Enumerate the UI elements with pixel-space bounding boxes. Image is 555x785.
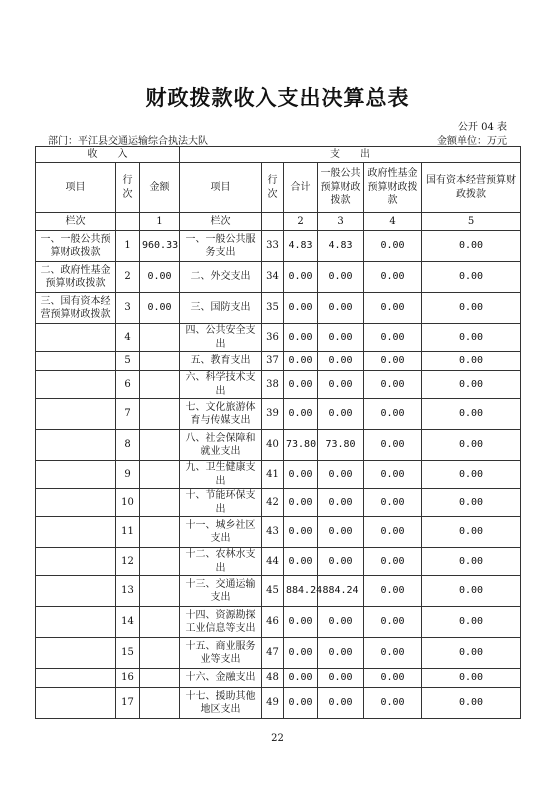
page-title: 财政拨款收入支出决算总表 <box>145 86 410 110</box>
expense-item: 十四、资源勘探工业信息等支出 <box>180 607 262 638</box>
general-budget-amount: 0.00 <box>318 293 364 324</box>
page-number: 22 <box>271 733 284 744</box>
general-budget-amount: 4.83 <box>318 231 364 262</box>
gov-fund-amount: 0.00 <box>364 324 422 352</box>
income-line: 2 <box>116 262 140 293</box>
general-budget-amount: 0.00 <box>318 489 364 517</box>
total-amount: 0.00 <box>284 461 318 489</box>
table-row <box>36 262 521 293</box>
expense-line: 46 <box>262 607 284 638</box>
total-amount: 4.83 <box>284 231 318 262</box>
total-amount: 0.00 <box>284 262 318 293</box>
table-row <box>36 607 521 638</box>
column-index-label: 栏次 <box>36 213 116 231</box>
expense-item: 一、一般公共服务支出 <box>180 231 262 262</box>
expense-item: 八、社会保障和就业支出 <box>180 430 262 461</box>
expense-item: 五、教育支出 <box>180 352 262 371</box>
expense-line: 39 <box>262 399 284 430</box>
income-line-header: 行次 <box>116 163 140 213</box>
total-amount: 0.00 <box>284 399 318 430</box>
general-budget-amount: 0.00 <box>318 688 364 719</box>
gov-fund-amount: 0.00 <box>364 548 422 576</box>
total-amount: 0.00 <box>284 669 318 688</box>
total-header: 合计 <box>284 163 318 213</box>
income-line: 17 <box>116 688 140 719</box>
total-amount: 73.80 <box>284 430 318 461</box>
department-label: 部门：平江县交通运输综合执法大队 <box>48 136 208 147</box>
income-item: 一、一般公共预算财政拨款 <box>36 231 116 262</box>
state-capital-amount: 0.00 <box>422 231 521 262</box>
expense-item: 四、公共安全支出 <box>180 324 262 352</box>
income-line: 4 <box>116 324 140 352</box>
income-amount <box>140 430 180 461</box>
section-header-row <box>36 147 521 163</box>
expense-line: 43 <box>262 517 284 548</box>
expense-line: 40 <box>262 430 284 461</box>
total-amount: 0.00 <box>284 293 318 324</box>
income-amount <box>140 576 180 607</box>
gov-fund-amount: 0.00 <box>364 231 422 262</box>
state-capital-amount: 0.00 <box>422 548 521 576</box>
table-row <box>36 430 521 461</box>
gov-fund-amount: 0.00 <box>364 399 422 430</box>
general-budget-amount: 0.00 <box>318 352 364 371</box>
income-item-header: 项目 <box>36 163 116 213</box>
income-amount <box>140 517 180 548</box>
income-amount: 960.33 <box>140 231 180 262</box>
table-row <box>36 576 521 607</box>
income-line: 8 <box>116 430 140 461</box>
state-capital-amount: 0.00 <box>422 262 521 293</box>
gov-fund-amount: 0.00 <box>364 293 422 324</box>
table-row <box>36 638 521 669</box>
expense-line: 37 <box>262 352 284 371</box>
state-capital-amount: 0.00 <box>422 293 521 324</box>
income-line: 6 <box>116 371 140 399</box>
expense-header: 支 出 <box>180 147 521 163</box>
general-budget-amount: 0.00 <box>318 638 364 669</box>
general-budget-header: 一般公共预算财政拨款 <box>318 163 364 213</box>
state-capital-amount: 0.00 <box>422 371 521 399</box>
income-amount <box>140 489 180 517</box>
income-header: 收 入 <box>36 147 180 163</box>
income-item <box>36 607 116 638</box>
table-row <box>36 669 521 688</box>
state-capital-amount: 0.00 <box>422 489 521 517</box>
expense-line: 48 <box>262 669 284 688</box>
gov-fund-amount: 0.00 <box>364 262 422 293</box>
income-line: 9 <box>116 461 140 489</box>
gov-fund-amount: 0.00 <box>364 669 422 688</box>
income-item: 三、国有资本经营预算财政拨款 <box>36 293 116 324</box>
expense-item: 十、节能环保支出 <box>180 489 262 517</box>
gov-fund-amount: 0.00 <box>364 430 422 461</box>
income-item: 二、政府性基金预算财政拨款 <box>36 262 116 293</box>
income-item <box>36 352 116 371</box>
total-amount: 884.24 <box>284 576 318 607</box>
income-line: 13 <box>116 576 140 607</box>
state-capital-amount: 0.00 <box>422 324 521 352</box>
expense-item: 七、文化旅游体育与传媒支出 <box>180 399 262 430</box>
general-budget-amount: 0.00 <box>318 461 364 489</box>
expense-line: 42 <box>262 489 284 517</box>
table-row <box>36 371 521 399</box>
income-item <box>36 399 116 430</box>
total-amount: 0.00 <box>284 352 318 371</box>
column-index: 1 <box>140 213 180 231</box>
gov-fund-amount: 0.00 <box>364 688 422 719</box>
state-capital-amount: 0.00 <box>422 576 521 607</box>
expense-item: 九、卫生健康支出 <box>180 461 262 489</box>
total-amount: 0.00 <box>284 324 318 352</box>
income-amount <box>140 638 180 669</box>
table-row <box>36 688 521 719</box>
table-row <box>36 489 521 517</box>
general-budget-amount: 0.00 <box>318 607 364 638</box>
expense-item: 十二、农林水支出 <box>180 548 262 576</box>
income-item <box>36 489 116 517</box>
general-budget-amount: 0.00 <box>318 262 364 293</box>
income-amount: 0.00 <box>140 262 180 293</box>
gov-fund-amount: 0.00 <box>364 607 422 638</box>
state-capital-amount: 0.00 <box>422 352 521 371</box>
total-amount: 0.00 <box>284 548 318 576</box>
total-amount: 0.00 <box>284 688 318 719</box>
expense-item: 十六、金融支出 <box>180 669 262 688</box>
income-item <box>36 688 116 719</box>
table-row <box>36 548 521 576</box>
table-row <box>36 352 521 371</box>
income-item <box>36 324 116 352</box>
expense-line-header: 行次 <box>262 163 284 213</box>
income-line: 3 <box>116 293 140 324</box>
table-row <box>36 324 521 352</box>
expense-item-header: 项目 <box>180 163 262 213</box>
expense-item: 六、科学技术支出 <box>180 371 262 399</box>
gov-fund-amount: 0.00 <box>364 576 422 607</box>
table-row <box>36 399 521 430</box>
fiscal-table <box>35 146 521 719</box>
total-amount: 0.00 <box>284 371 318 399</box>
income-amount <box>140 548 180 576</box>
income-line: 14 <box>116 607 140 638</box>
form-number: 公开 04 表 <box>457 122 507 133</box>
state-capital-amount: 0.00 <box>422 430 521 461</box>
table-row <box>36 293 521 324</box>
expense-line: 41 <box>262 461 284 489</box>
general-budget-amount: 0.00 <box>318 517 364 548</box>
state-capital-amount: 0.00 <box>422 638 521 669</box>
total-amount: 0.00 <box>284 489 318 517</box>
income-item <box>36 548 116 576</box>
income-item <box>36 638 116 669</box>
income-line: 1 <box>116 231 140 262</box>
expense-line: 49 <box>262 688 284 719</box>
gov-fund-amount: 0.00 <box>364 489 422 517</box>
expense-line: 47 <box>262 638 284 669</box>
income-item <box>36 517 116 548</box>
gov-fund-amount: 0.00 <box>364 461 422 489</box>
income-amount-header: 金额 <box>140 163 180 213</box>
income-amount <box>140 669 180 688</box>
gov-fund-amount: 0.00 <box>364 638 422 669</box>
expense-item: 十七、援助其他地区支出 <box>180 688 262 719</box>
gov-fund-amount: 0.00 <box>364 352 422 371</box>
income-amount <box>140 607 180 638</box>
expense-item: 十一、城乡社区支出 <box>180 517 262 548</box>
total-amount: 0.00 <box>284 638 318 669</box>
state-capital-amount: 0.00 <box>422 688 521 719</box>
state-capital-amount: 0.00 <box>422 607 521 638</box>
income-amount <box>140 461 180 489</box>
expense-item: 十三、交通运输支出 <box>180 576 262 607</box>
expense-line: 44 <box>262 548 284 576</box>
expense-line: 36 <box>262 324 284 352</box>
column-index: 2 <box>284 213 318 231</box>
general-budget-amount: 0.00 <box>318 371 364 399</box>
expense-item: 十五、商业服务业等支出 <box>180 638 262 669</box>
expense-line: 38 <box>262 371 284 399</box>
table-row <box>36 231 521 262</box>
expense-line: 33 <box>262 231 284 262</box>
income-amount <box>140 324 180 352</box>
column-index: 4 <box>364 213 422 231</box>
column-index-label: 栏次 <box>180 213 262 231</box>
expense-item: 二、外交支出 <box>180 262 262 293</box>
income-line: 12 <box>116 548 140 576</box>
expense-line: 35 <box>262 293 284 324</box>
general-budget-amount: 0.00 <box>318 324 364 352</box>
income-item <box>36 371 116 399</box>
gov-fund-amount: 0.00 <box>364 517 422 548</box>
table-row <box>36 517 521 548</box>
income-item <box>36 576 116 607</box>
income-amount <box>140 399 180 430</box>
state-capital-amount: 0.00 <box>422 517 521 548</box>
income-amount <box>140 688 180 719</box>
state-capital-amount: 0.00 <box>422 669 521 688</box>
general-budget-amount: 0.00 <box>318 669 364 688</box>
state-capital-header: 国有资本经营预算财政拨款 <box>422 163 521 213</box>
income-amount <box>140 371 180 399</box>
income-amount <box>140 352 180 371</box>
income-line: 16 <box>116 669 140 688</box>
column-index: 5 <box>422 213 521 231</box>
total-amount: 0.00 <box>284 607 318 638</box>
income-item <box>36 430 116 461</box>
unit-label: 金额单位：万元 <box>437 136 507 147</box>
income-item <box>36 669 116 688</box>
expense-line: 45 <box>262 576 284 607</box>
income-amount: 0.00 <box>140 293 180 324</box>
income-line: 15 <box>116 638 140 669</box>
income-line: 10 <box>116 489 140 517</box>
table-row <box>36 461 521 489</box>
general-budget-amount: 0.00 <box>318 399 364 430</box>
gov-fund-header: 政府性基金预算财政拨款 <box>364 163 422 213</box>
expense-item: 三、国防支出 <box>180 293 262 324</box>
income-line: 5 <box>116 352 140 371</box>
column-index-row <box>36 213 521 231</box>
state-capital-amount: 0.00 <box>422 461 521 489</box>
income-item <box>36 461 116 489</box>
column-index: 3 <box>318 213 364 231</box>
state-capital-amount: 0.00 <box>422 399 521 430</box>
general-budget-amount: 884.24 <box>318 576 364 607</box>
income-line: 7 <box>116 399 140 430</box>
general-budget-amount: 0.00 <box>318 548 364 576</box>
total-amount: 0.00 <box>284 517 318 548</box>
expense-line: 34 <box>262 262 284 293</box>
income-line: 11 <box>116 517 140 548</box>
gov-fund-amount: 0.00 <box>364 371 422 399</box>
general-budget-amount: 73.80 <box>318 430 364 461</box>
column-header-row <box>36 163 521 213</box>
